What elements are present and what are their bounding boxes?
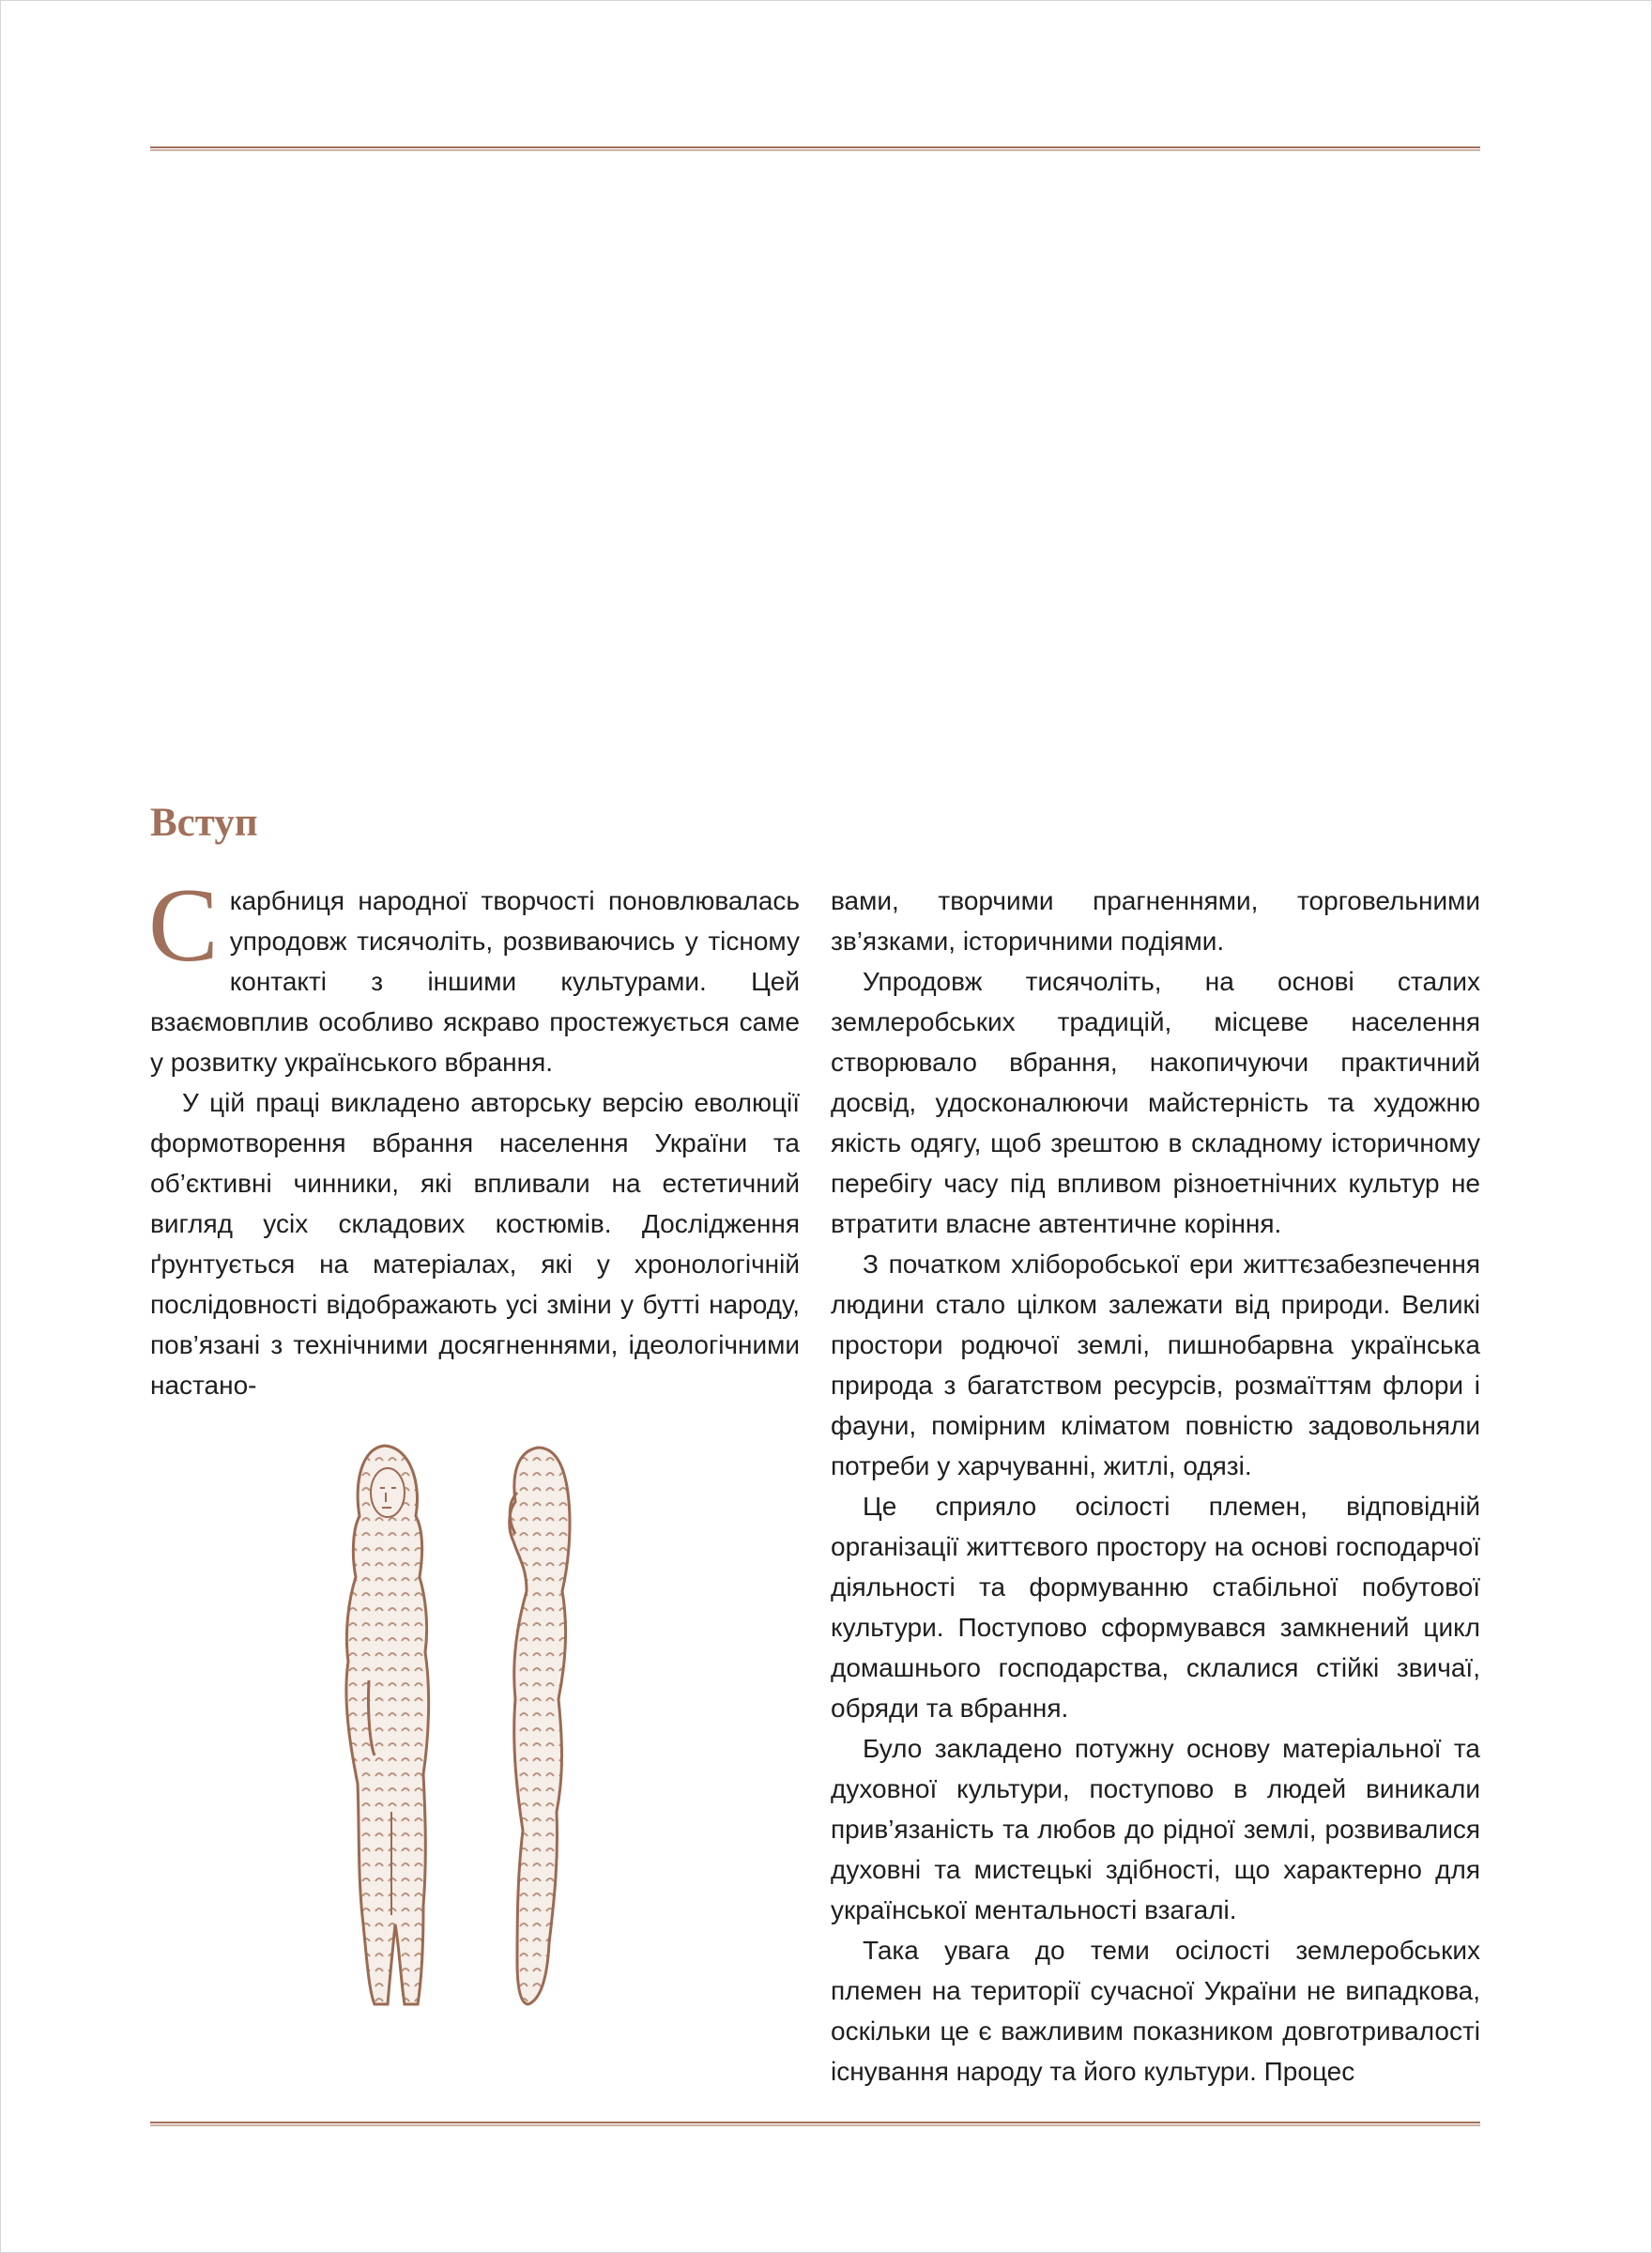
paragraph-intro-text: карбниця народної творчості поновлювалась упродовж тисячоліть, розвиваючись у тісному контакті з іншими культурами. Цей взаємовплив особливо яскраво простежується саме у розвитку українського вбрання. — [150, 886, 800, 1077]
figurine-front-view — [346, 1446, 429, 2004]
dropcap-letter: С — [148, 867, 219, 984]
figurine-illustration — [333, 1436, 615, 2018]
paragraph-settlement: Це сприяло осілості племен, відповідній організації життєвого простору на основі господарчої діяльності та формуванню стабільної побутової культури. Поступово сформувався замкнений цикл домашнього господарства, склалися стійкі звичаї, обряди та вбрання. — [831, 1492, 1480, 1723]
paragraph-agrarian-era: З початком хліборобської ери життєзабезпечення людини стало цілком залежати від природи. Великі простори родючої землі, пишнобарвна українська природа з багатством ресурсів, розмаїттям флори і фауни, помірним кліматом повністю задовольняли потреби у харчуванні, житлі, одязі. — [831, 1249, 1480, 1480]
figurine-side-view — [510, 1448, 570, 2004]
paragraph-intro — [148, 867, 800, 1082]
paragraph-continuation: вами, творчими прагненнями, торговельними зв’язками, історичними подіями. — [831, 886, 1480, 956]
section-heading: Вступ — [150, 801, 258, 845]
left-column — [148, 867, 800, 1405]
paragraph-millennia: Упродовж тисячоліть, на основі сталих землеробських традицій, місцеве населення створювало вбрання, накопичуючи практичний досвід, удосконалюючи майстерність та художню якість одягу, щоб зрештою в складному історичному перебігу часу під впливом різноетнічних культур не втратити власне автентичне коріння. — [831, 967, 1480, 1238]
bottom-rule — [150, 2122, 1480, 2126]
paragraph-author-version: У цій праці викладено авторську версію еволюції формотворення вбрання населення України та об’єктивні чинники, які впливали на естетичний вигляд усіх складових костюмів. Дослідження ґрунтується на матеріалах, які у хронологічній послідовності відображають усі зміни у бутті народу, пов’язані з технічними досягненнями, ідеологічними настано- — [150, 1088, 800, 1400]
top-rule — [150, 146, 1480, 151]
paragraph-foundation: Було закладено потужну основу матеріальної та духовної культури, поступово в людей виникали прив’язаність та любов до рідної землі, розвивалися духовні та мистецькі здібності, що характерно для української ментальності взагалі. — [831, 1734, 1480, 1924]
paragraph-attention: Така увага до теми осілості землеробських племен на території сучасної України не випадкова, оскільки це є важливим показником довготривалості існування народу та його культури. Процес — [831, 1936, 1480, 2086]
right-column — [831, 881, 1480, 2092]
